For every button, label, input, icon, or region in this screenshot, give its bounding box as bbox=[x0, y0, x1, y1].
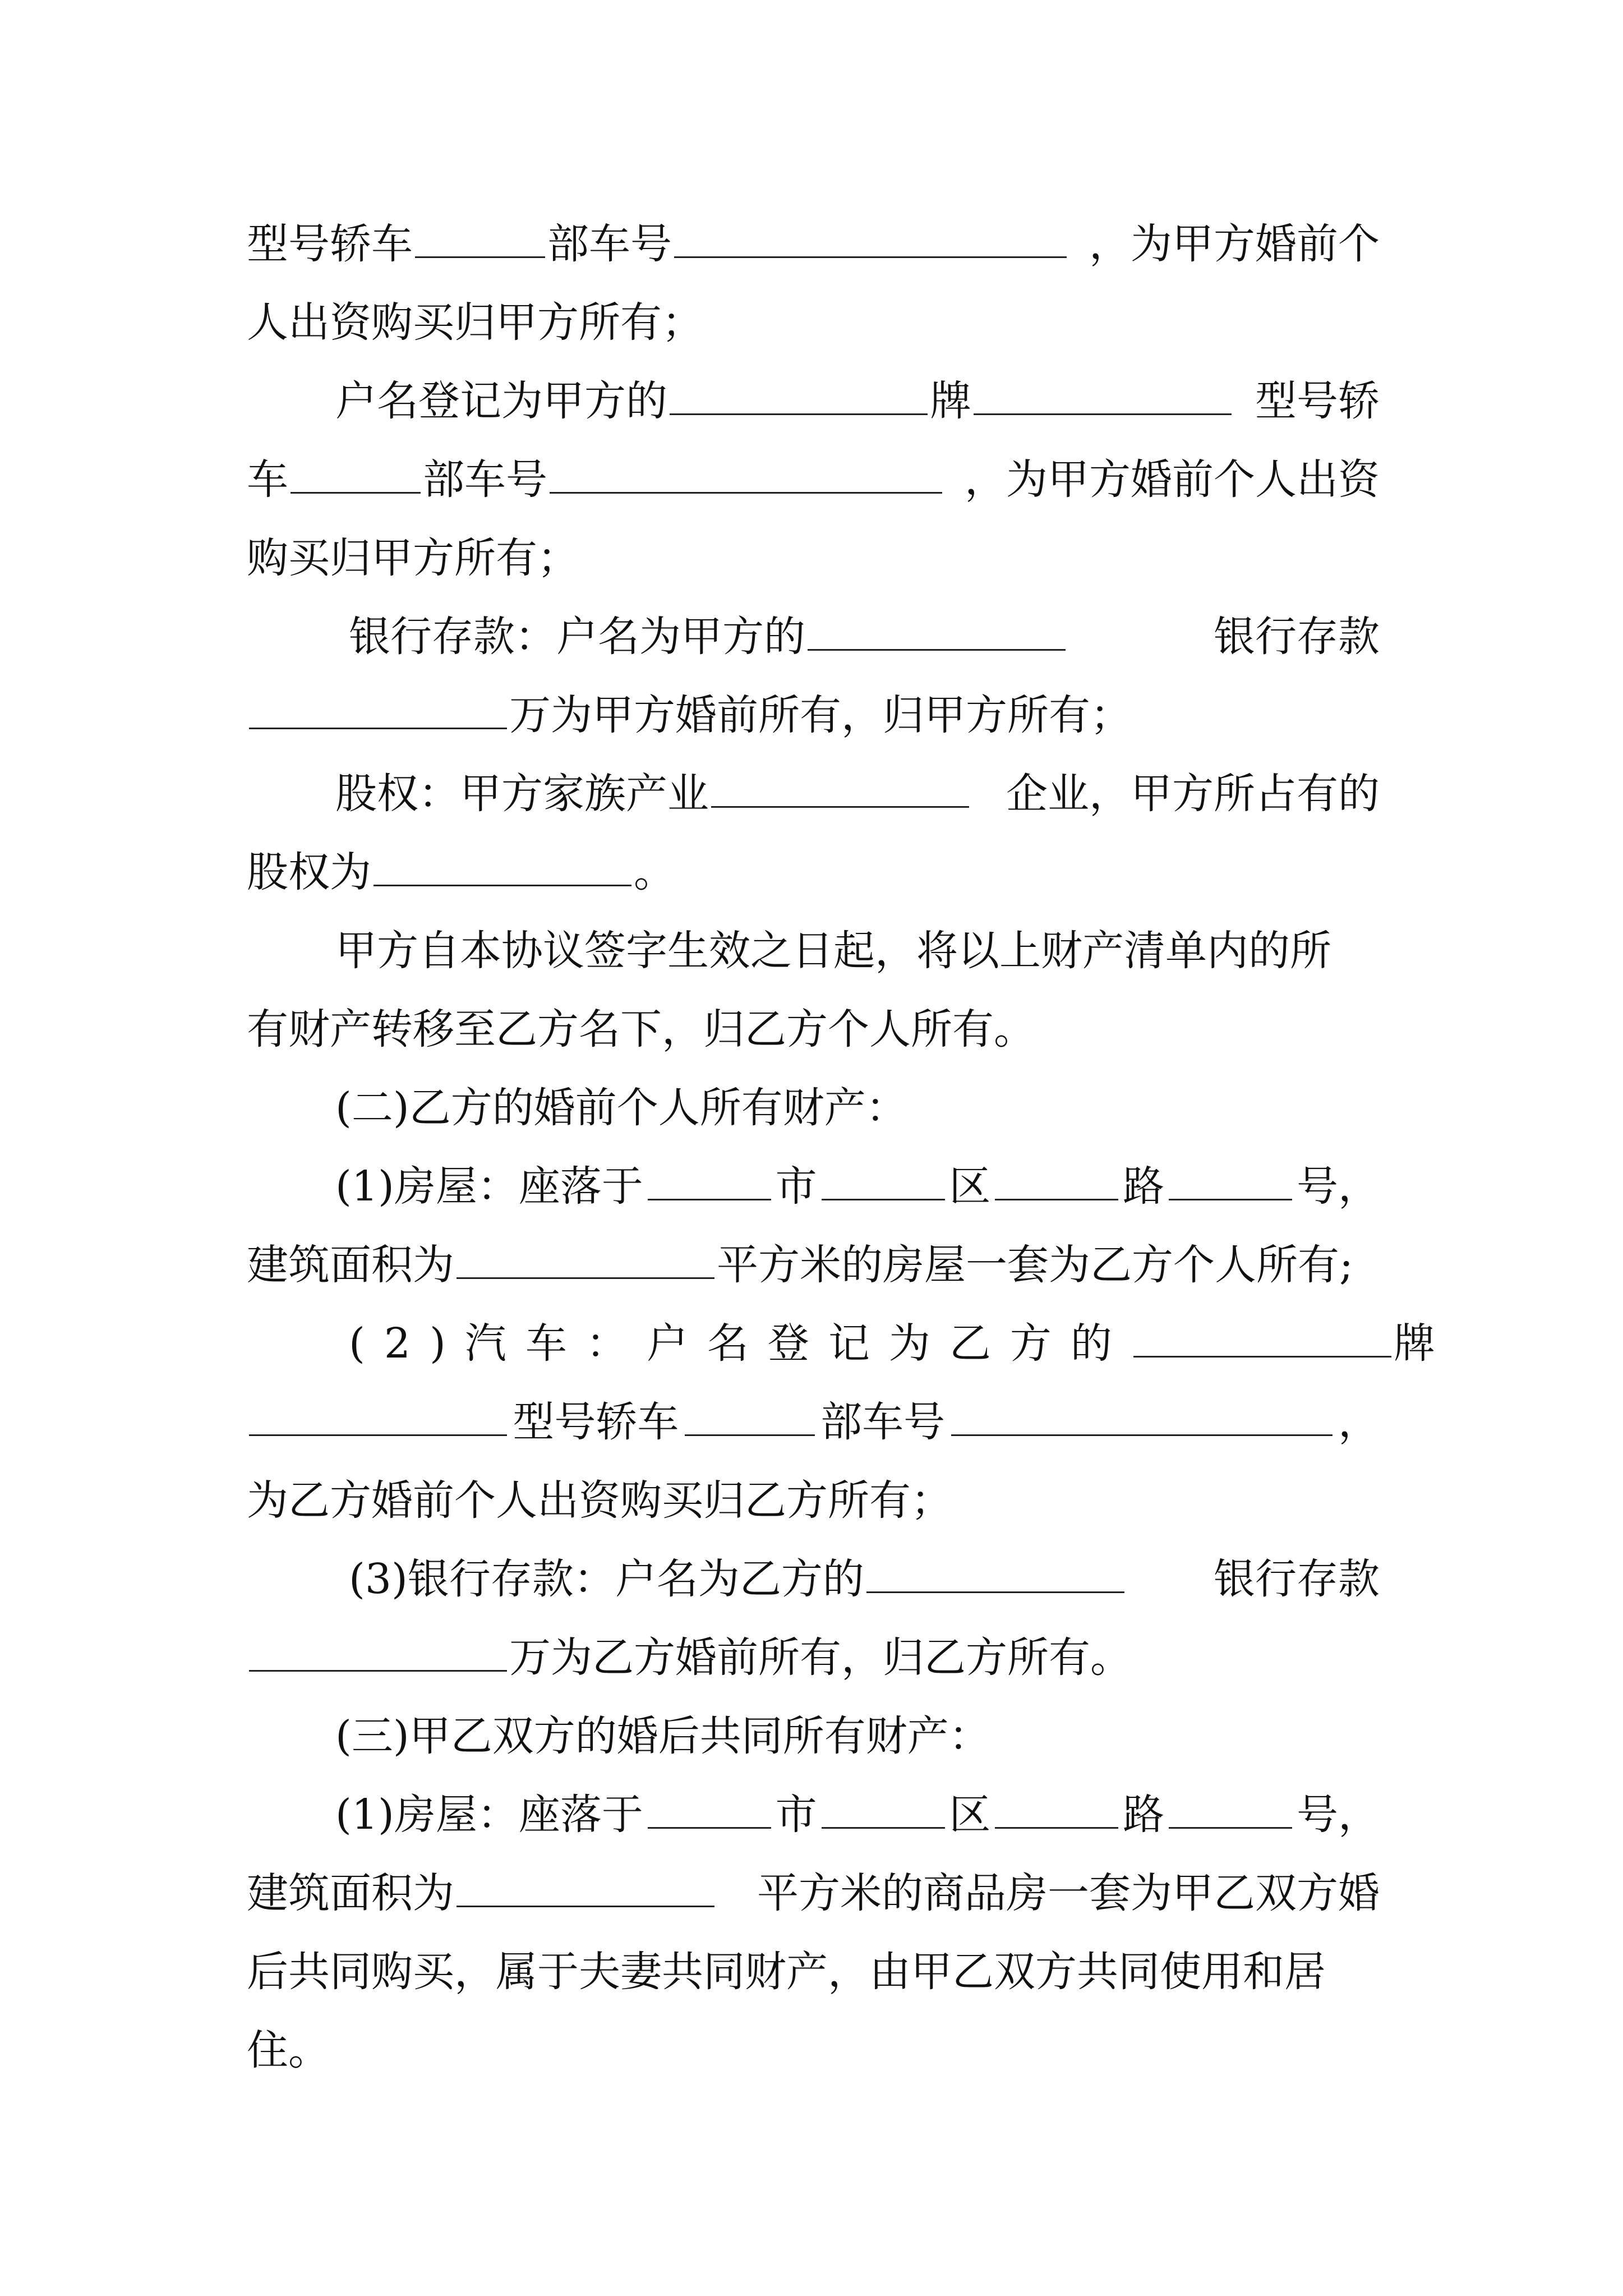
text: 有财产转移至乙方名下，归乙方个人所有。 bbox=[247, 1005, 1035, 1053]
text-line-9 bbox=[247, 833, 1380, 912]
text-line-17 bbox=[247, 1461, 1380, 1540]
text: 型号轿车 bbox=[247, 220, 413, 268]
text: 部车号 bbox=[547, 220, 672, 268]
text-line-2 bbox=[247, 283, 1380, 362]
text: 万为乙方婚前所有，归乙方所有。 bbox=[509, 1634, 1132, 1682]
text: 住。 bbox=[247, 2026, 330, 2074]
fill-blank bbox=[974, 411, 1232, 415]
text: 万为甲方婚前所有，归甲方所有； bbox=[509, 691, 1132, 739]
text: 型号轿 bbox=[1255, 377, 1380, 425]
fill-blank bbox=[249, 1668, 507, 1672]
fill-blank bbox=[374, 882, 631, 886]
text: 建筑面积为 bbox=[247, 1241, 454, 1289]
text: ， bbox=[1338, 1398, 1380, 1446]
text: 企业，甲方所占有的 bbox=[1006, 770, 1380, 818]
text: (1)房屋：座落于 bbox=[335, 1162, 643, 1211]
text-line-14 bbox=[247, 1226, 1380, 1304]
text: 部车号 bbox=[423, 455, 547, 504]
text: 银行存款：户名为甲方的 bbox=[349, 613, 805, 661]
text-line-19 bbox=[247, 1618, 1380, 1697]
text-line-16 bbox=[247, 1383, 1380, 1461]
text: (3)银行存款：户名为乙方的 bbox=[349, 1555, 864, 1603]
text: ，为甲方婚前个人出资 bbox=[965, 455, 1380, 504]
text-line-8 bbox=[335, 754, 1380, 833]
fill-blank bbox=[995, 1825, 1118, 1829]
text: 股权为 bbox=[247, 848, 371, 896]
fill-blank bbox=[674, 254, 1067, 258]
text: 建筑面积为 bbox=[247, 1869, 454, 1917]
fill-blank bbox=[457, 1275, 714, 1279]
fill-blank bbox=[670, 411, 928, 415]
text-line-1 bbox=[247, 205, 1380, 283]
text-line-4 bbox=[247, 440, 1380, 519]
fill-blank bbox=[648, 1825, 771, 1829]
text: 区 bbox=[949, 1791, 991, 1839]
text: 路 bbox=[1123, 1791, 1165, 1839]
text: (2)汽车：户名登记为乙方的 bbox=[349, 1319, 1131, 1368]
text: 平方米的商品房一套为甲乙双方婚 bbox=[757, 1869, 1380, 1917]
text-line-13 bbox=[335, 1147, 1380, 1226]
fill-blank bbox=[550, 490, 942, 494]
section-heading-3 bbox=[335, 1697, 1380, 1775]
text: 路 bbox=[1123, 1162, 1165, 1211]
text-line-21 bbox=[335, 1775, 1380, 1854]
fill-blank bbox=[415, 254, 545, 258]
text-line-7 bbox=[247, 676, 1380, 754]
text-line-6 bbox=[349, 597, 1380, 676]
text: 甲方自本协议签字生效之日起，将以上财产清单内的所 bbox=[335, 927, 1331, 975]
text: (二)乙方的婚前个人所有财产： bbox=[335, 1084, 907, 1132]
text: 平方米的房屋一套为乙方个人所有; bbox=[717, 1241, 1353, 1289]
text: (三)甲乙双方的婚后共同所有财产： bbox=[335, 1712, 990, 1760]
fill-blank bbox=[951, 1432, 1332, 1436]
fill-blank bbox=[249, 725, 507, 729]
fill-blank bbox=[291, 490, 421, 494]
fill-blank bbox=[995, 1197, 1118, 1200]
text-line-15 bbox=[349, 1304, 1435, 1383]
fill-blank bbox=[1169, 1825, 1292, 1829]
fill-blank bbox=[1169, 1197, 1292, 1200]
fill-blank bbox=[822, 1825, 945, 1829]
text-line-23 bbox=[247, 1932, 1380, 2011]
text-line-3 bbox=[335, 362, 1380, 440]
text-line-24 bbox=[247, 2011, 1380, 2090]
text: ，为甲方婚前个 bbox=[1089, 220, 1380, 268]
text-line-5 bbox=[247, 519, 1380, 597]
text: 车 bbox=[247, 455, 288, 504]
text: 部车号 bbox=[820, 1398, 946, 1446]
text-line-11 bbox=[247, 990, 1380, 1069]
text: 人出资购买归甲方所有； bbox=[247, 298, 703, 347]
text: 号， bbox=[1296, 1791, 1380, 1839]
fill-blank bbox=[1133, 1354, 1391, 1358]
fill-blank bbox=[822, 1197, 945, 1200]
text: 。 bbox=[634, 848, 675, 896]
text-line-10 bbox=[335, 912, 1380, 990]
text: 号， bbox=[1296, 1162, 1380, 1211]
text: 市 bbox=[775, 1791, 817, 1839]
text: (1)房屋：座落于 bbox=[335, 1791, 643, 1839]
text-line-22 bbox=[247, 1854, 1380, 1932]
text: 型号轿车 bbox=[513, 1398, 679, 1446]
text: 牌 bbox=[1393, 1319, 1435, 1368]
text: 购买归甲方所有； bbox=[247, 534, 579, 582]
text: 户名登记为甲方的 bbox=[335, 377, 667, 425]
text: 区 bbox=[949, 1162, 991, 1211]
text: 银行存款 bbox=[1214, 1555, 1380, 1603]
text: 后共同购买，属于夫妻共同财产，由甲乙双方共同使用和居 bbox=[247, 1948, 1326, 1996]
fill-blank bbox=[808, 647, 1066, 651]
section-heading-2 bbox=[335, 1069, 1380, 1147]
text: 牌 bbox=[930, 377, 971, 425]
fill-blank bbox=[711, 804, 969, 808]
text-line-18 bbox=[349, 1540, 1380, 1618]
fill-blank bbox=[685, 1432, 815, 1436]
fill-blank bbox=[866, 1589, 1124, 1593]
fill-blank bbox=[648, 1197, 771, 1200]
text: 为乙方婚前个人出资购买归乙方所有； bbox=[247, 1476, 952, 1525]
text: 股权：甲方家族产业 bbox=[335, 770, 709, 818]
fill-blank bbox=[249, 1432, 507, 1436]
text: 银行存款 bbox=[1214, 613, 1380, 661]
text: 市 bbox=[775, 1162, 817, 1211]
fill-blank bbox=[457, 1903, 714, 1907]
